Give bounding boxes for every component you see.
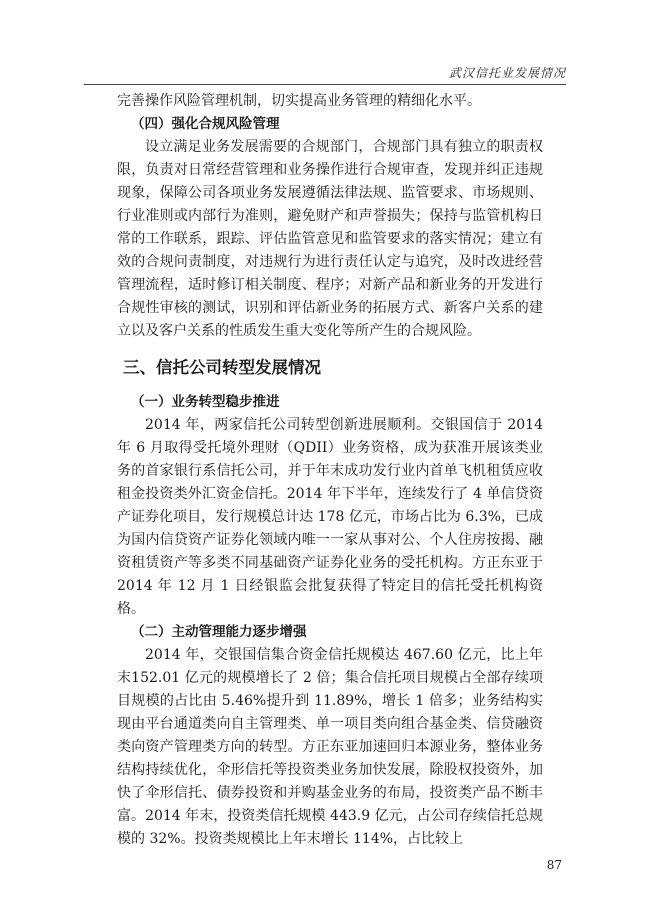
subsection-heading-1: （一）业务转型稳步推进 <box>131 394 280 410</box>
running-header: 武汉信托业发展情况 <box>448 66 566 80</box>
carryover-paragraph: 完善操作风险管理机制，切实提高业务管理的精细化水平。 <box>117 93 481 109</box>
page-body <box>117 90 543 851</box>
subsection-heading-4: （四）强化合规风险管理 <box>131 116 280 132</box>
compliance-paragraph: 设立满足业务发展需要的合规部门，合规部门具有独立的职责权限，负责对日常经营管理和业务操作进行合规审查，发现并纠正违规现象，保障公司各项业务发展遵循法律法规、监管要求、市场规则、行业准则或内部行为准则，避免财产和声誉损失；保持与监管机构日常的工作联系，跟踪、评估监管意见和监管要求的落实情况；建立有效的合规问责制度，对违规行为进行责任认定与追究，及时改进经营管理流程，适时修订相关制度、程序；对新产品和新业务的开发进行合规性审核的测试，识别和评估新业务的拓展方式、新客户关系的建立以及客户关系的性质发生重大变化等所产生的合规风险。 <box>117 139 543 339</box>
header-rule <box>84 84 566 85</box>
subsection-heading-2: （二）主动管理能力逐步增强 <box>131 624 307 640</box>
active-management-paragraph: 2014 年，交银国信集合资金信托规模达 467.60 亿元，比上年末152.01 亿元的规模增长了 2 倍；集合信托项目规模占全部存续项目规模的占比由 5.46%提升到 11.89%，增长 1 倍多；业务结构实现由平台通道类向自主管理类、单一项目类向组合基金类、信贷融资类向资产管理类方向的转型。方正东亚加速回归本源业务，整体业务结构持续优化，伞形信托等投资类业务加快发展，除股权投资外，加快了伞形信托、债券投资和并购基金业务的布局，投资类产品不断丰富。2014 年末，投资类信托规模 443.9 亿元，占公司存续信托总规模的 32%。投资类规模比上年末增长 114%，占比较上 <box>117 647 543 847</box>
transformation-paragraph: 2014 年，两家信托公司转型创新进展顺利。交银国信于 2014 年 6 月取得受托境外理财（QDII）业务资格，成为获准开展该类业务的首家银行系信托公司，并于年末成功发行业内首单飞机租赁应收租金投资类外汇资金信托。2014 年下半年，连续发行了 4 单信贷资产证券化项目，发行规模总计达 178 亿元，市场占比为 6.3%，已成为国内信贷资产证券化领域内唯一一家从事对公、个人住房按揭、融资租赁资产等多类不同基础资产证券化业务的受托机构。方正东亚于 2014 年 12 月 1 日经银监会批复获得了特定目的信托受托机构资格。 <box>117 417 543 617</box>
section-heading-3: 三、信托公司转型发展情况 <box>123 358 321 377</box>
page-number: 87 <box>546 858 562 872</box>
